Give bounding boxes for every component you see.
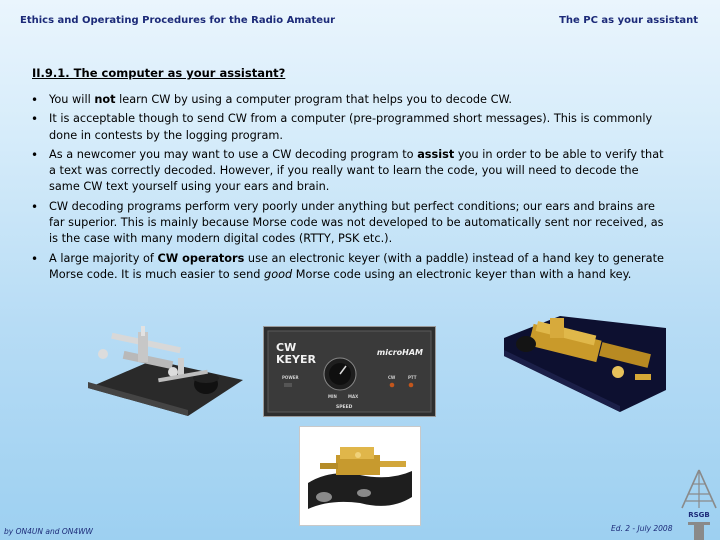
- bug-key-photo: [500, 308, 668, 413]
- keyer-title: [276, 342, 316, 366]
- bullet-dot-icon: •: [31, 147, 39, 162]
- bullet-text: As a newcomer you may want to use a CW decoding program to: [49, 147, 418, 161]
- keyer-brand: microHAM: [376, 348, 423, 357]
- bullet-emphasis: assist: [417, 147, 455, 161]
- rsgb-logo-icon: [680, 468, 718, 540]
- bullet-dot-icon: •: [31, 112, 39, 127]
- rsgb-logo-text: RSGB: [688, 511, 710, 519]
- straight-key-photo: [83, 318, 248, 418]
- keyer-speed-label: SPEED: [336, 405, 353, 410]
- bullet-text: learn CW by using a computer program that helps you to decode CW.: [115, 93, 512, 106]
- footer-edition: Ed. 2 - July 2008: [611, 524, 673, 533]
- bullet-dot-icon: •: [31, 93, 39, 107]
- bullet-text: CW decoding programs perform very poorly under anything but perfect conditions; our ears and brains are far superior. This is mainly because Morse code was not developed to be automatically sent nor received, as is the case with many modern digital codes (RTTY, PSK etc.).: [49, 199, 664, 246]
- keyer-power-label: POWER: [282, 375, 299, 380]
- keyer-ptt-led-label: PTT: [408, 375, 417, 380]
- electronic-keyer-photo: [263, 326, 436, 417]
- keyer-max-label: MAX: [348, 394, 359, 399]
- bullet-text: you in order to be able to verify that a text was correctly decoded. However, if you really want to learn the code, you will need to decode the same CW text yourself using your ears and brain.: [49, 147, 664, 194]
- keyer-title-line1: CW: [276, 341, 297, 354]
- section-title: II.9.1. The computer as your assistant?: [32, 66, 286, 80]
- bullet-text: You will: [49, 93, 95, 106]
- bullet-text: use an electronic keyer (with a paddle) instead of a hand key to generate Morse code. It is much easier to send: [49, 251, 664, 281]
- bullet-item: [31, 111, 671, 144]
- bullet-item: [31, 92, 671, 108]
- paddle-photo: [299, 426, 421, 526]
- keyer-cw-led-label: CW: [388, 375, 396, 380]
- bullet-emphasis: not: [94, 93, 116, 106]
- bullet-emphasis: CW operators: [157, 251, 245, 265]
- header-left-title: Ethics and Operating Procedures for the Radio Amateur: [20, 15, 336, 26]
- keyer-title-line2: KEYER: [276, 353, 316, 366]
- bullet-dot-icon: •: [31, 199, 39, 214]
- bullet-italic: good: [264, 267, 293, 281]
- keyer-min-label: MIN: [328, 394, 337, 399]
- bullet-dot-icon: •: [31, 251, 39, 266]
- bullet-item: [31, 251, 671, 284]
- bullet-item: [31, 199, 671, 248]
- bullet-list: [31, 92, 671, 286]
- bullet-item: [31, 147, 671, 196]
- bullet-text: A large majority of: [49, 251, 158, 265]
- bullet-text: Morse code using an electronic keyer than with a hand key.: [292, 267, 632, 281]
- bullet-text: It is acceptable though to send CW from a computer (pre-programmed short messages). This is commonly done in contests by the logging program.: [49, 112, 653, 142]
- footer-authors: by ON4UN and ON4WW: [4, 527, 93, 536]
- header-right-title: The PC as your assistant: [559, 15, 698, 26]
